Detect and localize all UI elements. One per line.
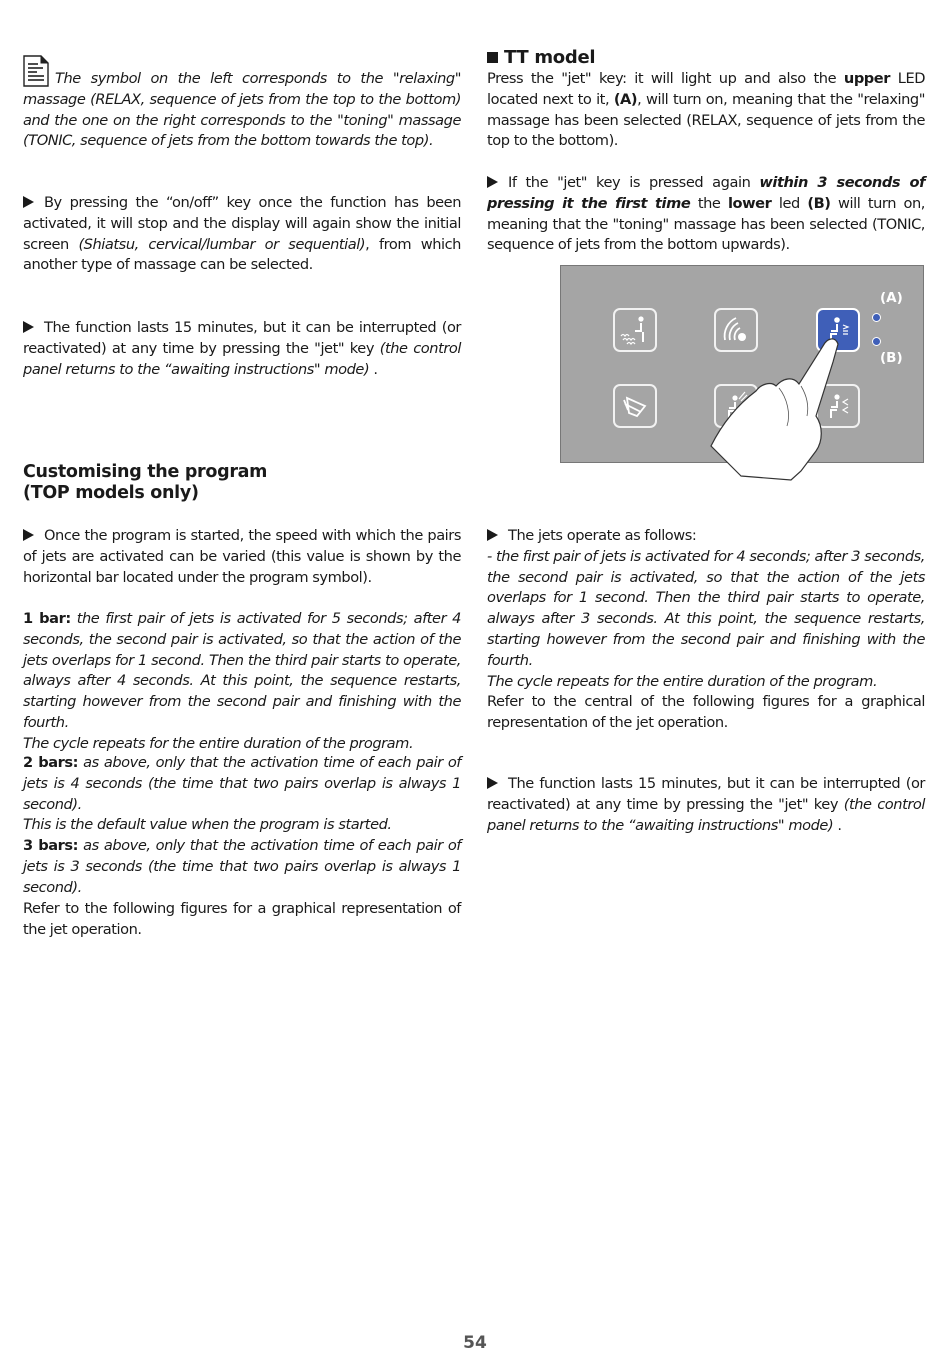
speed-paragraph: Once the program is started, the speed with which the pairs of jets are activated can be varied (this value is shown by the horizontal bar located under the program symbol). [23,527,461,586]
bar2-paragraph: 2 bars: as above, only that the activation time of each pair of jets is 4 seconds (the time that two pairs overlap is always 1 second). This is the default value when the program is started. [23,754,461,834]
tt-intro-paragraph: Press the "jet" key: it will light up and also the upper LED located next to it, (A), will turn on, meaning that the "relaxing" massage has been selected (RELAX, sequence of jets from the top to the bottom). [487,70,926,150]
page-number: 54 [463,1333,487,1353]
led-a-label: (A) [880,290,903,306]
duration-paragraph: The function lasts 15 minutes, but it can be interrupted (or reactivated) at any time by pressing the "jet" key (the control panel returns to the “awaiting instructions" mode) . [23,319,461,378]
square-bullet-icon [487,52,498,63]
document-icon [23,55,49,87]
bullet-triangle-icon [23,196,34,208]
bullet-triangle-icon [23,321,34,333]
bullet-triangle-icon [487,176,498,188]
bar3-paragraph: 3 bars: as above, only that the activation time of each pair of jets is 3 seconds (the time that two pairs overlap is always 1 second). [23,837,461,896]
bullet-triangle-icon [23,529,34,541]
bar1-paragraph: 1 bar: the first pair of jets is activated for 5 seconds; after 4 seconds, the second pair is activated, so that the action of the jets overlaps for 1 second. Then the third pair starts to operate, always after 4 seconds. At this point, the sequence restarts, starting however from the second pair and finishing with the fourth. The cycle repeats for the entire duration of the program. [23,610,461,752]
jets-paragraph: The jets operate as follows: - the first pair of jets is activated for 4 seconds; after 3 seconds, the second pair is activated, so that the action of the jets overlaps for 1 second. Then the third pair starts to operate, always after 3 seconds. At this point, the sequence restarts, starting however from the second pair and finishing with the fourth. The cycle repeats for the entire duration of the program. [487,527,925,690]
bullet-triangle-icon [487,777,498,789]
refer-central-paragraph: Refer to the central of the following figures for a graphical representation of the jet operation. [487,693,925,731]
refer-paragraph: Refer to the following figures for a graphical representation of the jet operation. [23,900,461,938]
led-b-label: (B) [880,350,903,366]
tt-model-title: TT model [487,48,595,68]
control-panel-figure [560,265,924,463]
bullet-triangle-icon [487,529,498,541]
again-paragraph: If the "jet" key is pressed again within 3 seconds of pressing it the first time the lower led (B) will turn on, meaning that the "toning" massage has been selected (TONIC, sequence of jets from the bottom upwards). [487,174,925,254]
intro-paragraph: The symbol on the left corresponds to the "relaxing" massage (RELAX, sequence of jets from the top to the bottom) and the one on the right corresponds to the "toning" massage (TONIC, sequence of jets from the bottom towards the top). [23,55,461,152]
duration-paragraph-right: The function lasts 15 minutes, but it can be interrupted (or reactivated) at any time by pressing the "jet" key (the control panel returns to the “awaiting instructions" mode) . [487,775,925,834]
pointing-hand-icon [561,266,925,480]
onoff-paragraph: By pressing the “on/off” key once the function has been activated, it will stop and the display will again show the initial screen (Shiatsu, cervical/lumbar or sequential), from which another type of massage can be selected. [23,194,461,274]
section-title: Customising the program (TOP models only) [23,462,268,503]
